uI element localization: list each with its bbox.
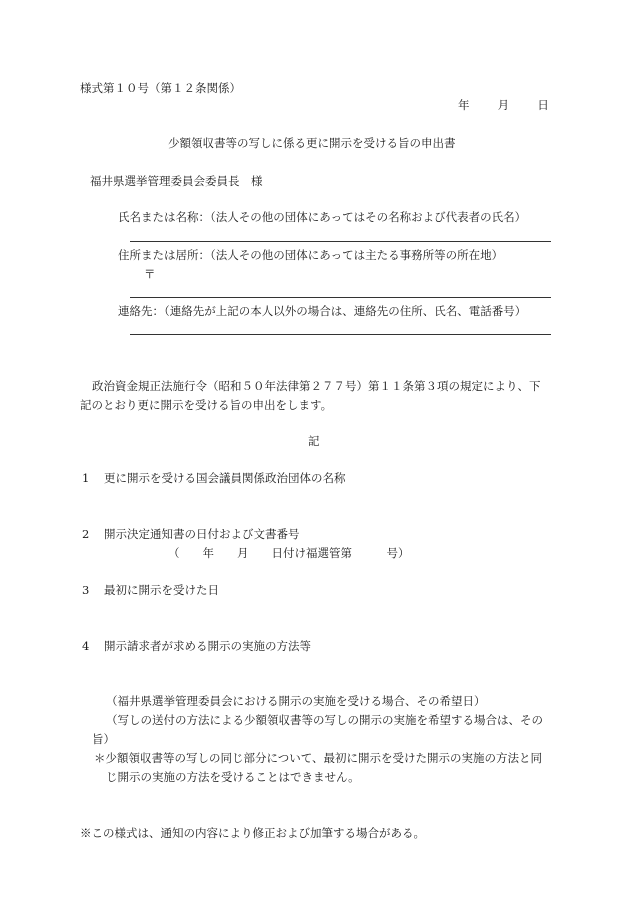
footnote: ※この様式は、通知の内容により修正および加筆する場合がある。: [80, 826, 425, 840]
body-text-line-2: 記のとおり更に開示を受ける旨の申出をします。: [80, 398, 333, 412]
note-3-line-2: じ開示の実施の方法を受けることはできません。: [106, 770, 360, 784]
item-number: 2: [82, 527, 90, 541]
item-number: 4: [82, 639, 90, 653]
item-text: 開示請求者が求める開示の実施の方法等: [104, 639, 311, 653]
date-fields: [458, 98, 549, 113]
item-2: [82, 527, 300, 542]
item-1: [82, 471, 346, 486]
item-4: [82, 639, 311, 654]
body-text-line-1: 政治資金規正法施行令（昭和５０年法律第２７７号）第１１条第３項の規定により、下: [92, 379, 541, 393]
address-field-line[interactable]: [130, 297, 551, 298]
form-number: 様式第１０号（第１２条関係）: [80, 81, 241, 95]
note-3-line-1: ＊少額領収書等の写しの同じ部分について、最初に開示を受けた開示の実施の方法と同: [94, 751, 543, 765]
name-field-label: 氏名または名称：（法人その他の団体にあってはその名称および代表者の氏名）: [118, 210, 527, 224]
address-field-label: 住所または居所：（法人その他の団体にあっては主たる事務所等の所在地）: [118, 248, 504, 262]
item-3: [82, 583, 219, 598]
note-2-line-2: 旨）: [92, 732, 115, 746]
item-text: 開示決定通知書の日付および文書番号: [104, 527, 300, 541]
item-number: 3: [82, 583, 90, 597]
item-number: 1: [82, 471, 90, 485]
ki-heading: 記: [308, 434, 320, 448]
contact-field-line[interactable]: [130, 334, 551, 335]
note-1: （福井県選挙管理委員会における開示の実施を受ける場合、その希望日）: [106, 694, 486, 708]
item-2-detail: （ 年 月 日付け福選管第 号）: [168, 546, 410, 560]
document-title: 少額領収書等の写しに係る更に開示を受ける旨の申出書: [168, 136, 456, 150]
name-field-line[interactable]: [130, 241, 551, 242]
item-text: 更に開示を受ける国会議員関係政治団体の名称: [104, 471, 346, 485]
item-text: 最初に開示を受けた日: [104, 583, 219, 597]
date-day-label: 日: [537, 98, 549, 112]
postal-mark: 〒: [144, 267, 156, 281]
date-month-label: 月: [497, 98, 510, 112]
date-year-label: 年: [458, 98, 470, 112]
addressee: 福井県選挙管理委員会委員長 様: [90, 174, 263, 188]
contact-field-label: 連絡先：（連絡先が上記の本人以外の場合は、連絡先の住所、氏名、電話番号）: [118, 304, 527, 318]
note-2-line-1: （写しの送付の方法による少額領収書等の写しの開示の実施を希望する場合は、その: [106, 713, 543, 727]
